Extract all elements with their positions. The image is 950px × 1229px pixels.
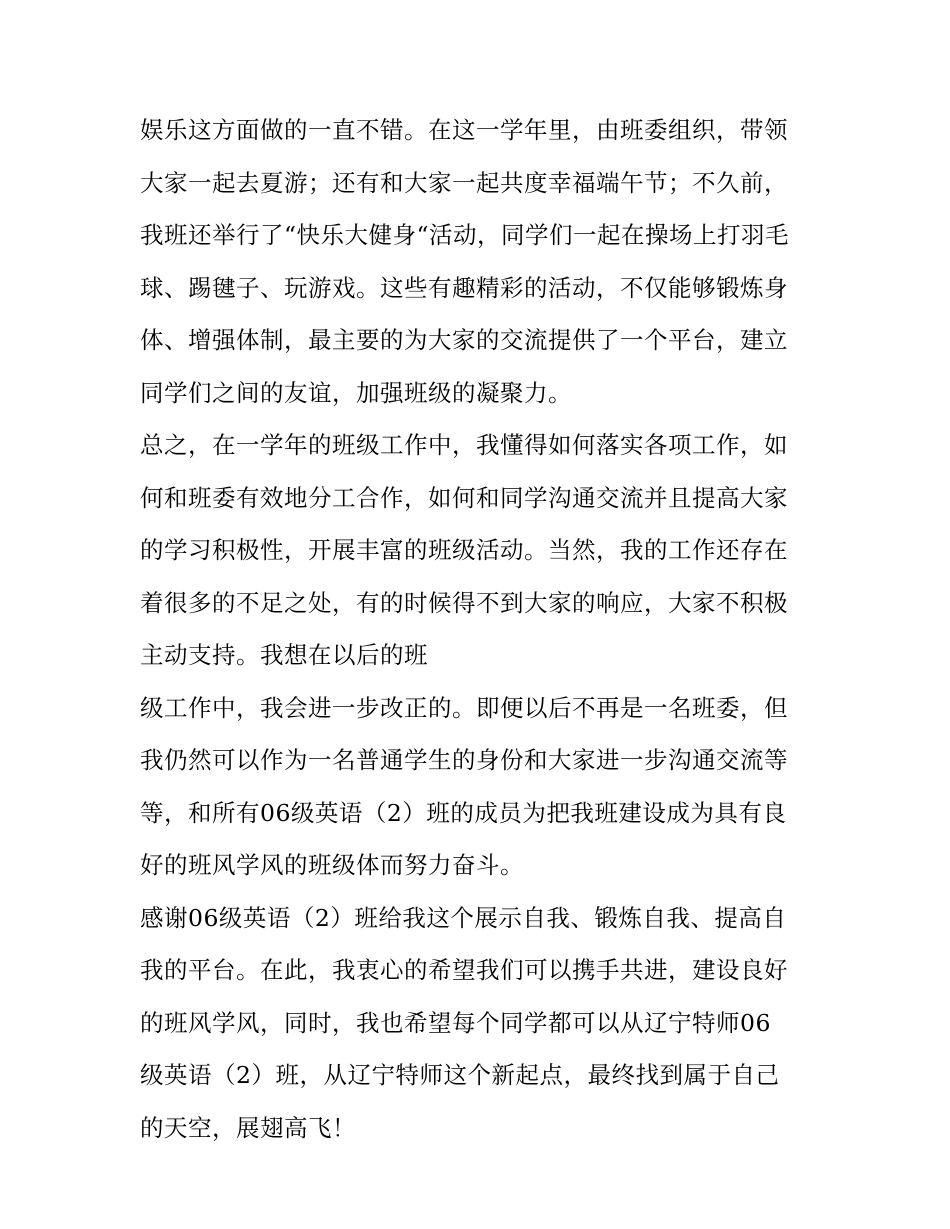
text-line: 我仍然可以作为一名普通学生的身份和大家进一步沟通交流等 xyxy=(140,746,788,774)
text-line: 级英语（2）班，从辽宁特师这个新起点，最终找到属于自己 xyxy=(140,1061,780,1089)
text-line: 同学们之间的友谊，加强班级的凝聚力。 xyxy=(140,378,572,407)
text-line: 主动支持。我想在以后的班 xyxy=(140,641,428,669)
text-line: 感谢06级英语（2）班给我这个展示自我、锻炼自我、提高自 xyxy=(140,903,787,932)
text-line: 总之，在一学年的班级工作中，我懂得如何落实各项工作，如 xyxy=(140,431,788,459)
text-line: 大家一起去夏游；还有和大家一起共度幸福端午节；不久前， xyxy=(140,168,788,197)
text-line: 球、踢毽子、玩游戏。这些有趣精彩的活动，不仅能够锻炼身 xyxy=(140,273,788,302)
text-line: 的班风学风，同时，我也希望每个同学都可以从辽宁特师06 xyxy=(140,1008,771,1037)
text-line: 我的平台。在此，我衷心的希望我们可以携手共进，建设良好 xyxy=(140,956,788,984)
text-line: 级工作中，我会进一步改正的。即便以后不再是一名班委，但 xyxy=(140,693,788,722)
text-line: 着很多的不足之处，有的时候得不到大家的响应，大家不积极 xyxy=(140,588,788,617)
text-line: 等，和所有06级英语（2）班的成员为把我班建设成为具有良 xyxy=(140,798,787,827)
text-line: 娱乐这方面做的一直不错。在这一学年里，由班委组织，带领 xyxy=(140,116,788,144)
text-line: 的天空，展翅高飞！ xyxy=(140,1113,356,1142)
text-line: 的学习积极性，开展丰富的班级活动。当然，我的工作还存在 xyxy=(140,536,788,564)
text-line: 何和班委有效地分工合作，如何和同学沟通交流并且提高大家 xyxy=(140,483,788,512)
document-body xyxy=(140,104,820,1154)
text-line: 体、增强体制，最主要的为大家的交流提供了一个平台，建立 xyxy=(140,326,788,354)
text-line: 我班还举行了“快乐大健身“活动，同学们一起在操场上打羽毛 xyxy=(140,221,790,249)
text-line: 好的班风学风的班级体而努力奋斗。 xyxy=(140,851,524,879)
